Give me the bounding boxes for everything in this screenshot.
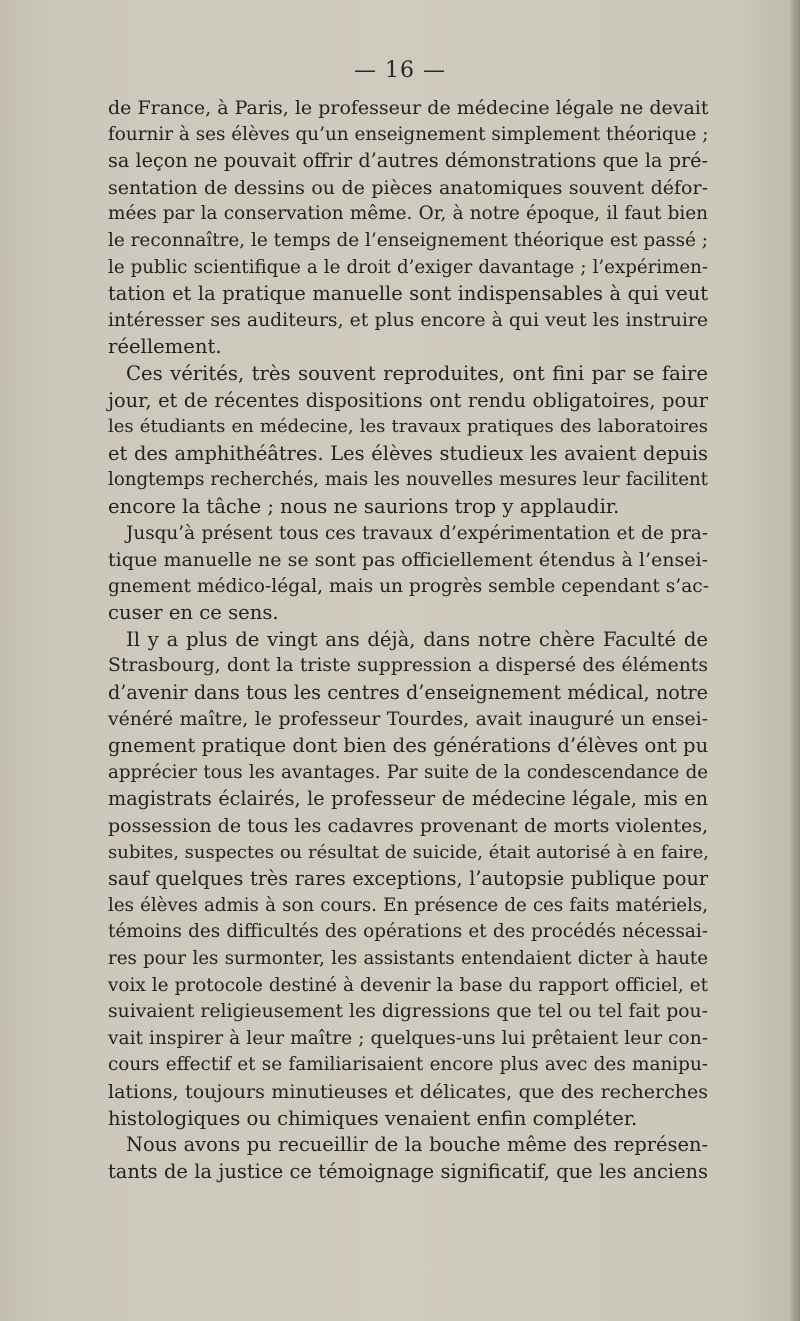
text-line: Jusqu’à présent tous ces travaux d’expérimentation et de pra- <box>126 522 708 544</box>
text-line: tique manuelle ne se sont pas officiellement étendus à l’ensei- <box>108 549 708 572</box>
text-line: suivaient religieusement les digressions que tel ou tel fait pou- <box>108 1001 708 1023</box>
text-line: tants de la justice ce témoignage significatif, que les anciens <box>108 1159 708 1183</box>
text-line: d’avenir dans tous les centres d’enseignement médical, notre <box>108 681 708 705</box>
text-line: vénéré maître, le professeur Tourdes, avait inauguré un ensei- <box>108 708 708 730</box>
text-line: et des amphithéâtres. Les élèves studieux les avaient depuis <box>108 441 708 465</box>
text-line: réellement. <box>108 335 222 359</box>
text-line: possession de tous les cadavres provenant de morts violentes, <box>108 815 708 838</box>
text-line: témoins des difficultés des opérations et des procédés nécessai- <box>108 921 708 943</box>
text-line: le public scientifique a le droit d’exiger davantage ; l’expérimen- <box>108 256 708 278</box>
text-line: tation et la pratique manuelle sont indispensables à qui veut <box>108 282 708 306</box>
text-line: histologiques ou chimiques venaient enfin compléter. <box>108 1106 638 1130</box>
text-line: encore la tâche ; nous ne saurions trop y applaudir. <box>108 494 620 518</box>
text-line: mées par la conservation même. Or, à notre époque, il faut bien <box>108 203 708 225</box>
text-line: les élèves admis à son cours. En présence de ces faits matériels, <box>108 894 708 916</box>
text-line: jour, et de récentes dispositions ont rendu obligatoires, pour <box>108 388 708 412</box>
text-line: magistrats éclairés, le professeur de médecine légale, mis en <box>108 787 708 811</box>
text-line: voix le protocole destiné à devenir la base du rapport officiel, et <box>108 974 708 996</box>
text-line: vait inspirer à leur maître ; quelques-uns lui prêtaient leur con- <box>108 1027 708 1049</box>
text-line: sentation de dessins ou de pièces anatomiques souvent défor- <box>108 176 708 199</box>
text-line: sa leçon ne pouvait offrir d’autres démonstrations que la pré- <box>108 149 708 173</box>
text-line: le reconnaître, le temps de l’enseignement théorique est passé ; <box>108 229 708 251</box>
text-line: longtemps recherchés, mais les nouvelles mesures leur facilitent <box>108 469 708 491</box>
text-line: Ces vérités, très souvent reproduites, ont fini par se faire <box>126 361 708 385</box>
text-line: cuser en ce sens. <box>108 601 279 625</box>
text-line: subites, suspectes ou résultat de suicide, était autorisé à en faire, <box>108 841 709 863</box>
text-line: lations, toujours minutieuses et délicates, que des recherches <box>108 1080 708 1103</box>
text-line: fournir à ses élèves qu’un enseignement simplement théorique ; <box>108 123 709 145</box>
text-line: les étudiants en médecine, les travaux pratiques des laboratoires <box>108 416 708 438</box>
page-number: — 16 — <box>354 58 446 83</box>
text-line: gnement médico-légal, mais un progrès semble cependant s’ac- <box>108 575 709 597</box>
text-line: Nous avons pu recueillir de la bouche même des représen- <box>126 1133 708 1157</box>
text-line: Il y a plus de vingt ans déjà, dans notre chère Faculté de <box>126 627 708 651</box>
text-line: cours effectif et se familiarisaient encore plus avec des manipu- <box>108 1054 708 1076</box>
body-text <box>108 95 708 1185</box>
text-line: Strasbourg, dont la triste suppression a dispersé des éléments <box>108 655 708 677</box>
page-edge-shadow <box>788 0 800 1321</box>
text-line: de France, à Paris, le professeur de médecine légale ne devait <box>108 97 709 119</box>
text-line: sauf quelques très rares exceptions, l’autopsie publique pour <box>108 867 708 891</box>
text-line: gnement pratique dont bien des générations d’élèves ont pu <box>108 734 709 758</box>
text-line: res pour les surmonter, les assistants entendaient dicter à haute <box>108 948 708 969</box>
text-line: intéresser ses auditeurs, et plus encore à qui veut les instruire <box>108 309 708 331</box>
text-line: apprécier tous les avantages. Par suite de la condescendance de <box>108 761 708 783</box>
